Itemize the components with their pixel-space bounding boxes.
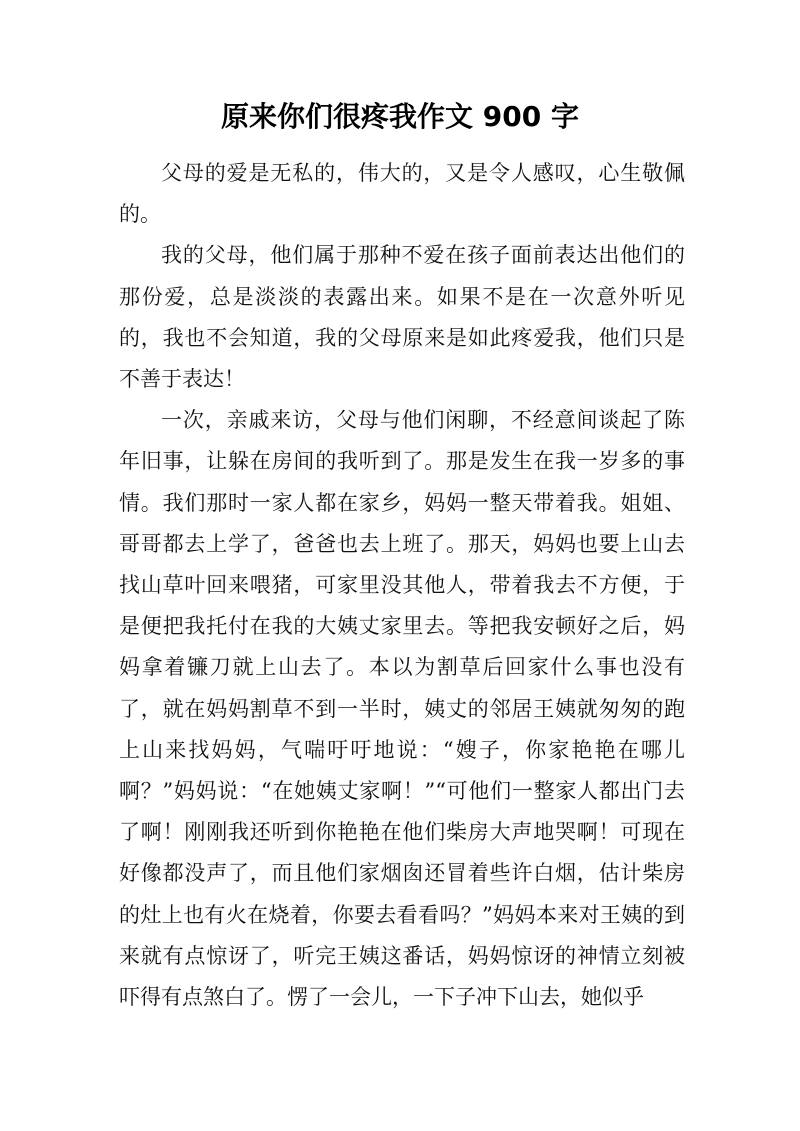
paragraph: 我的父母，他们属于那种不爱在孩子面前表达出他们的那份爱，总是淡淡的表露出来。如果不是在一次意外听见的，我也不会知道，我的父母原来是如此疼爱我，他们只是不善于表达！ (119, 243, 685, 392)
paragraph: 一次，亲戚来访，父母与他们闲聊，不经意间谈起了陈年旧事，让躲在房间的我听到了。那是发生在我一岁多的事情。我们那时一家人都在家乡，妈妈一整天带着我。姐姐、哥哥都去上学了，爸爸也去上班了。那天，妈妈也要上山去找山草叶回来喂猪，可家里没其他人，带着我去不方便，于是便把我托付在我的大姨丈家里去。等把我安顿好之后，妈妈拿着镰刀就上山去了。本以为割草后回家什么事也没有了，就在妈妈割草不到一半时，姨丈的邻居王姨就匆匆的跑上山来找妈妈，气喘吁吁地说：“嫂子，你家艳艳在哪儿啊？”妈妈说：“在她姨丈家啊！”“可他们一整家人都出门去了啊！刚刚我还听到你艳艳在他们柴房大声地哭啊！可现在好像都没声了，而且他们家烟囱还冒着些许白烟，估计柴房的灶上也有火在烧着，你要去看看吗？”妈妈本来对王姨的到来就有点惊讶了，听完王姨这番话，妈妈惊讶的神情立刻被吓得有点煞白了。愣了一会儿，一下子冲下山去，她似乎 (119, 408, 685, 1010)
paragraph: 父母的爱是无私的，伟大的，又是令人感叹，心生敬佩的。 (119, 161, 685, 227)
document-title: 原来你们很疼我作文 900 字 (221, 100, 579, 133)
document-body (119, 153, 685, 1018)
